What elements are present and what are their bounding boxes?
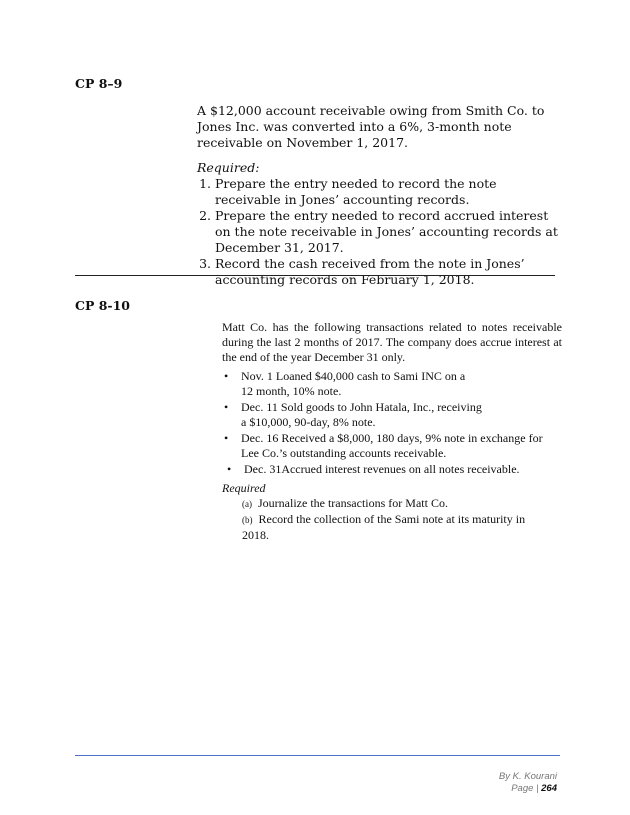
transaction-item: • Dec. 31Accrued interest revenues on all notes receivable. bbox=[227, 462, 520, 476]
cp10-intro: Matt Co. has the following transactions related to notes receivable during the last 2 months of 2017. The company does accrue interest at the end of the year December 31 only. bbox=[222, 320, 562, 364]
cp9-body bbox=[197, 103, 562, 288]
cp9-intro: A $12,000 account receivable owing from Smith Co. to Jones Inc. was converted into a 6%, 3-month note receivable on November 1, 2017. bbox=[197, 103, 545, 150]
page-footer bbox=[499, 771, 557, 795]
transaction-item: • Dec. 16 Received a $8,000, 180 days, 9% note in exchange for Lee Co.’s outstanding accounts receivable. bbox=[224, 431, 543, 460]
transaction-item: • Nov. 1 Loaned $40,000 cash to Sami INC on a 12 month, 10% note. bbox=[224, 369, 466, 398]
cp9-heading: CP 8–9 bbox=[75, 76, 123, 91]
bullet-icon: • bbox=[224, 431, 229, 445]
footer-page: Page | 264 bbox=[511, 783, 557, 794]
cp10-body bbox=[222, 320, 562, 543]
req-a-tag: (a) bbox=[242, 499, 252, 509]
footer-author: By K. Kourani bbox=[498, 771, 557, 782]
cp9-required-label: Required: bbox=[197, 160, 260, 175]
footer-rule bbox=[75, 755, 560, 756]
cp10-req-b: (b) Record the collection of the Sami note at its maturity in bbox=[242, 512, 526, 526]
cp9-steps bbox=[197, 176, 562, 288]
cp10-required-label: Required bbox=[222, 481, 266, 495]
bullet-icon: • bbox=[224, 369, 229, 383]
cp9-step-1: 1. Prepare the entry needed to record the note receivable in Jones’ accounting records. bbox=[215, 176, 562, 208]
cp10-req-a: (a) Journalize the transactions for Matt Co. bbox=[242, 496, 448, 510]
section-divider bbox=[75, 275, 555, 276]
cp10-req-b-cont: 2018. bbox=[242, 528, 269, 542]
bullet-icon: • bbox=[227, 462, 232, 476]
page-number: 264 bbox=[541, 783, 557, 794]
req-b-tag: (b) bbox=[242, 515, 253, 525]
cp9-step-2: 2. Prepare the entry needed to record accrued interest on the note receivable in Jones’ accounting records at December 31, 2017. bbox=[215, 208, 562, 256]
cp9-step-3: 3. Record the cash received from the note in Jones’ accounting records on February 1, 2018. bbox=[215, 256, 562, 288]
bullet-icon: • bbox=[224, 400, 229, 414]
cp10-transactions bbox=[222, 369, 562, 477]
transaction-item: • Dec. 11 Sold goods to John Hatala, Inc., receiving a $10,000, 90-day, 8% note. bbox=[224, 400, 482, 429]
cp10-heading: CP 8-10 bbox=[75, 298, 130, 313]
